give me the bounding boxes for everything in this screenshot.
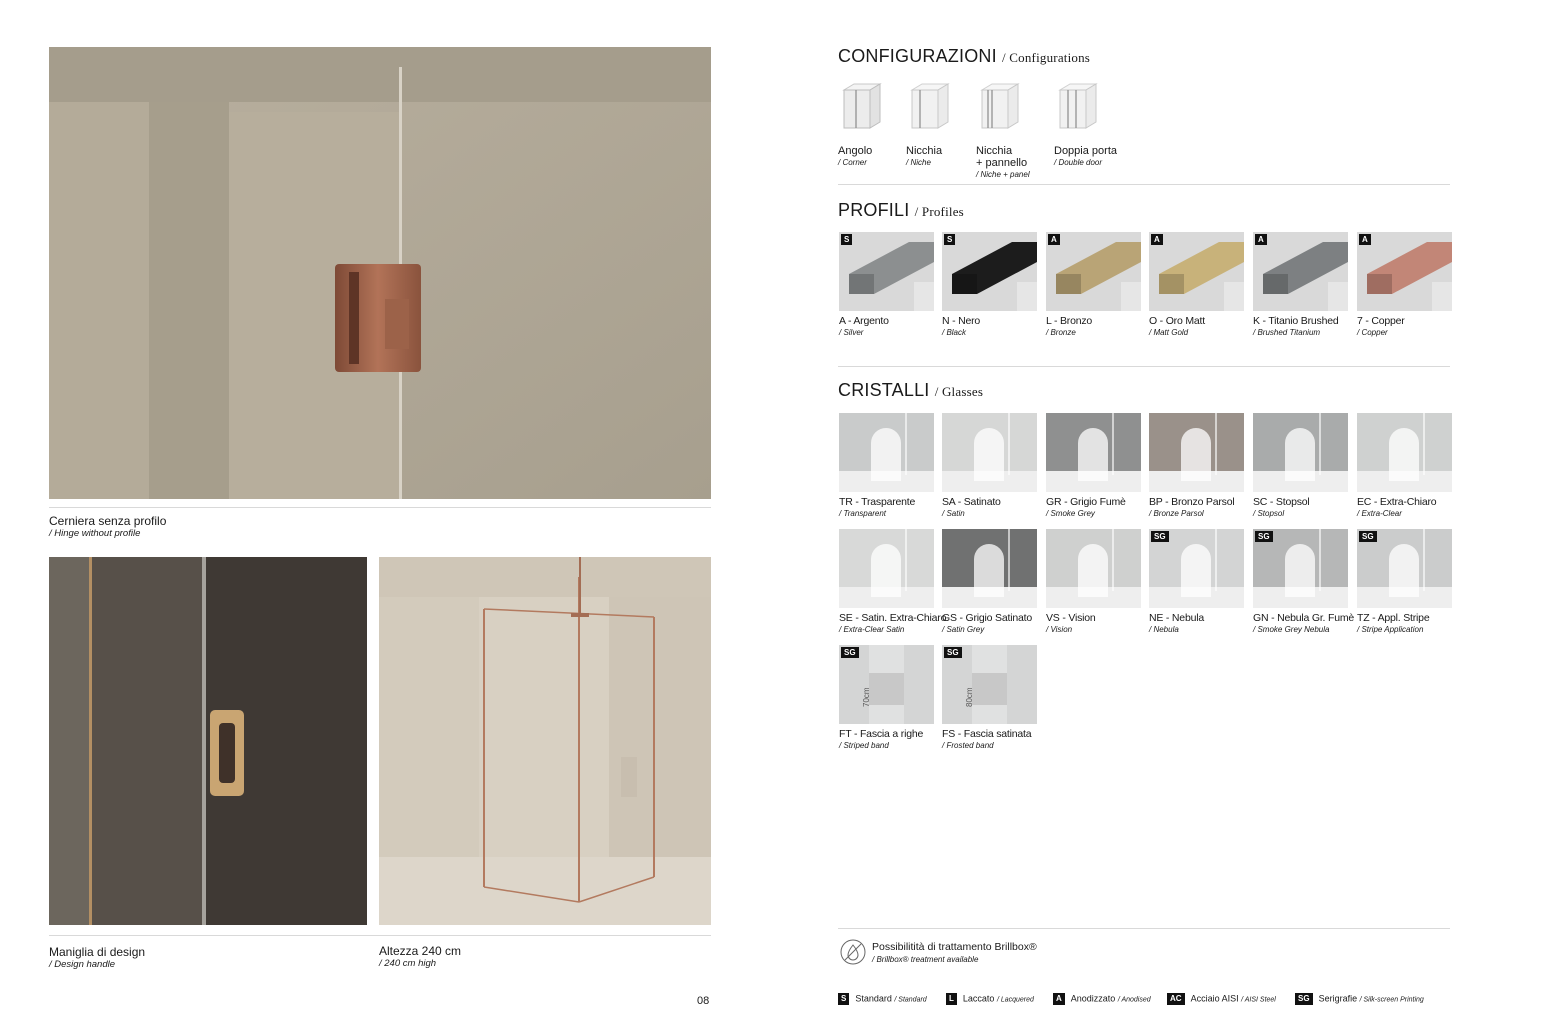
legend-lacquered	[946, 993, 1034, 1005]
glass-label: FT - Fascia a righe	[839, 728, 924, 740]
legend-aisi-steel-label-en: / AISI Steel	[1241, 996, 1276, 1004]
profile-bar-image	[1046, 232, 1141, 311]
profile-label-en: / Black	[942, 328, 967, 337]
config-double-door-label-en: / Double door	[1054, 158, 1103, 167]
glasses-title: CRISTALLI	[838, 380, 930, 400]
glass-label-en: / Smoke Grey	[1046, 509, 1095, 518]
glass-sample-image	[1046, 529, 1141, 608]
glass-swatch	[942, 529, 1037, 608]
profiles-heading	[838, 200, 964, 221]
configurations-title-en: / Configurations	[1002, 50, 1091, 65]
profile-label-en: / Bronze	[1046, 328, 1076, 337]
legend-anodised-badge: A	[1053, 993, 1065, 1005]
hinge-caption-title: Cerniera senza profilo	[49, 514, 167, 528]
height-caption	[379, 944, 461, 970]
profile-bar-image	[1357, 232, 1452, 311]
glass-label-en: / Vision	[1046, 625, 1073, 634]
glass-swatch	[839, 645, 934, 724]
glass-tile	[1357, 413, 1452, 519]
shower-photo	[379, 557, 711, 925]
legend-lacquered-label: Laccato	[962, 993, 995, 1004]
glass-tile	[1253, 529, 1355, 635]
glass-label-en: / Nebula	[1149, 625, 1179, 634]
legend-anodised-label: Anodizzato	[1070, 993, 1116, 1004]
profiles-rule	[838, 366, 1450, 367]
glass-sample-image	[839, 413, 934, 492]
legend-lacquered-label-en: / Lacquered	[996, 996, 1034, 1004]
legend-aisi-steel-label: Acciaio AISI	[1190, 993, 1239, 1004]
profile-tile	[1253, 232, 1348, 338]
profile-tile	[1357, 232, 1452, 338]
config-corner-label: Angolo	[838, 145, 873, 157]
glass-label: EC - Extra-Chiaro	[1357, 496, 1437, 508]
legend-standard-label: Standard	[855, 993, 892, 1004]
legend-aisi-steel	[1167, 993, 1276, 1005]
profile-label: K - Titanio Brushed	[1253, 315, 1339, 327]
profile-bar-image	[1149, 232, 1244, 311]
profiles-title: PROFILI	[838, 200, 910, 220]
glass-badge: SG	[1151, 531, 1169, 542]
profile-bar-image	[839, 232, 934, 311]
legend-anodised-label-en: / Anodised	[1117, 996, 1151, 1004]
handle-caption-subtitle: / Design handle	[49, 959, 116, 970]
profile-badge: A	[1255, 234, 1267, 245]
glass-label: GN - Nebula Gr. Fumè	[1253, 612, 1355, 624]
configurations-rule	[838, 184, 1450, 185]
profile-badge: A	[1151, 234, 1163, 245]
legend-silkscreen-badge: SG	[1295, 993, 1313, 1005]
glass-label: SE - Satin. Extra-Chiaro	[839, 612, 947, 624]
glass-tile	[1253, 413, 1348, 519]
glass-label-en: / Stripe Application	[1357, 625, 1424, 634]
profile-label: N - Nero	[942, 315, 981, 327]
glass-label-en: / Striped band	[839, 741, 889, 750]
profiles-title-en: / Profiles	[914, 204, 964, 219]
glass-label: SA - Satinato	[942, 496, 1001, 508]
handle-caption	[49, 945, 145, 971]
profile-bar-image	[942, 232, 1037, 311]
glass-label: GS - Grigio Satinato	[942, 612, 1032, 624]
glasses-title-en: / Glasses	[934, 384, 984, 399]
glass-label: VS - Vision	[1046, 612, 1096, 624]
bottom-caption-rule	[49, 935, 711, 936]
glass-tile	[942, 413, 1037, 519]
hinge-photo-image	[49, 47, 711, 499]
glass-sample-image	[839, 529, 934, 608]
brillbox-rule	[838, 928, 1450, 929]
handle-photo-image	[49, 557, 367, 925]
glass-swatch	[1149, 413, 1244, 492]
config-niche-panel	[976, 80, 1030, 180]
legend-standard-badge: S	[838, 993, 849, 1005]
glass-tile	[1046, 413, 1141, 519]
height-caption-subtitle: / 240 cm high	[379, 958, 437, 969]
glass-badge: SG	[841, 647, 859, 658]
profile-badge: S	[944, 234, 955, 245]
glass-swatch	[942, 413, 1037, 492]
hinge-photo	[49, 47, 711, 499]
glass-label-en: / Transparent	[839, 509, 886, 518]
glass-label: FS - Fascia satinata	[942, 728, 1032, 740]
glass-badge: SG	[1255, 531, 1273, 542]
profile-badge: A	[1359, 234, 1371, 245]
glass-label: GR - Grigio Fumè	[1046, 496, 1126, 508]
config-corner	[838, 80, 884, 168]
brillbox-icon	[840, 939, 866, 965]
niche-panel-config-icon	[978, 80, 1022, 130]
glass-swatch	[1253, 413, 1348, 492]
config-niche	[906, 80, 952, 168]
handle-photo	[49, 557, 367, 925]
config-double-door-label: Doppia porta	[1054, 145, 1117, 157]
legend-aisi-steel-badge: AC	[1167, 993, 1185, 1005]
glass-sample-image	[1149, 413, 1244, 492]
hinge-caption	[49, 514, 166, 540]
legend-silkscreen-label-en: / Silk-screen Printing	[1359, 996, 1424, 1004]
profile-badge: A	[1048, 234, 1060, 245]
glass-swatch	[1046, 413, 1141, 492]
profile-label: L - Bronzo	[1046, 315, 1093, 327]
glass-sample-image	[1357, 413, 1452, 492]
glass-label: SC - Stopsol	[1253, 496, 1310, 508]
glass-tile	[942, 529, 1037, 635]
profile-label: A - Argento	[839, 315, 889, 327]
height-caption-title: Altezza 240 cm	[379, 944, 462, 958]
glass-swatch	[1046, 529, 1141, 608]
profile-swatch	[1253, 232, 1348, 311]
profile-swatch	[1149, 232, 1244, 311]
config-double-door	[1054, 80, 1117, 168]
glass-swatch	[1357, 413, 1452, 492]
profile-label-en: / Silver	[839, 328, 864, 337]
legend-silkscreen-label: Serigrafie	[1318, 993, 1358, 1004]
brillbox-note	[838, 937, 1238, 971]
glass-swatch	[839, 529, 934, 608]
glass-tile	[1046, 529, 1141, 635]
brillbox-text: Possibilitità di trattamento Brillbox®	[872, 941, 1037, 953]
glass-badge: SG	[1359, 531, 1377, 542]
glass-sample-image	[942, 529, 1037, 608]
brillbox-text-en: / Brillbox® treatment available	[872, 955, 979, 964]
glass-swatch	[942, 645, 1037, 724]
profile-swatch	[1046, 232, 1141, 311]
glass-band-mark: 80cm	[965, 687, 974, 707]
profile-tile	[1149, 232, 1244, 338]
glass-tile	[839, 529, 947, 635]
glass-label-en: / Frosted band	[942, 741, 994, 750]
glass-label: BP - Bronzo Parsol	[1149, 496, 1235, 508]
config-niche-label-en: / Niche	[906, 158, 931, 167]
glass-swatch	[1149, 529, 1244, 608]
legend-silkscreen	[1295, 993, 1424, 1005]
double-door-config-icon	[1056, 80, 1100, 130]
profile-label-en: / Matt Gold	[1149, 328, 1189, 337]
glass-tile	[839, 413, 934, 519]
corner-config-icon	[840, 80, 884, 130]
glass-label-en: / Bronze Parsol	[1149, 509, 1204, 518]
glass-tile	[1149, 413, 1244, 519]
glass-band-mark: 70cm	[862, 687, 871, 707]
glass-sample-image	[1046, 413, 1141, 492]
profile-swatch	[942, 232, 1037, 311]
legend-standard	[838, 993, 927, 1005]
niche-config-icon	[908, 80, 952, 130]
hinge-caption-subtitle: / Hinge without profile	[49, 528, 141, 539]
glass-label-en: / Satin Grey	[942, 625, 985, 634]
configurations-title: CONFIGURAZIONI	[838, 46, 997, 66]
glass-label-en: / Extra-Clear Satin	[839, 625, 905, 634]
config-niche-panel-label-en: / Niche + panel	[976, 170, 1030, 179]
shower-photo-image	[379, 557, 711, 925]
legend-anodised	[1053, 993, 1151, 1005]
glass-tile	[942, 645, 1037, 751]
page-number: 08	[697, 995, 710, 1007]
legend-standard-label-en: / Standard	[894, 996, 927, 1004]
profile-label-en: / Copper	[1357, 328, 1388, 337]
configurations-heading	[838, 46, 1090, 67]
glass-tile	[839, 645, 934, 751]
glass-label: TZ - Appl. Stripe	[1357, 612, 1430, 624]
profile-tile	[1046, 232, 1141, 338]
glass-sample-image	[942, 413, 1037, 492]
glass-badge: SG	[944, 647, 962, 658]
profile-swatch	[839, 232, 934, 311]
glass-label-en: / Smoke Grey Nebula	[1253, 625, 1330, 634]
profile-label: 7 - Copper	[1357, 315, 1405, 327]
hinge-caption-rule	[49, 507, 711, 508]
profile-label: O - Oro Matt	[1149, 315, 1205, 327]
profile-label-en: / Brushed Titanium	[1253, 328, 1321, 337]
config-niche-label: Nicchia	[906, 145, 943, 157]
glass-sample-image	[1253, 413, 1348, 492]
glass-tile	[1357, 529, 1452, 635]
config-niche-panel-label: Nicchia + pannello	[976, 145, 1028, 169]
glass-label-en: / Satin	[942, 509, 965, 518]
glass-tile	[1149, 529, 1244, 635]
glass-label: NE - Nebula	[1149, 612, 1204, 624]
glass-swatch	[1357, 529, 1452, 608]
config-corner-label-en: / Corner	[838, 158, 867, 167]
glass-swatch	[839, 413, 934, 492]
profile-tile	[942, 232, 1037, 338]
profile-badge: S	[841, 234, 852, 245]
profile-bar-image	[1253, 232, 1348, 311]
profile-tile	[839, 232, 934, 338]
profile-swatch	[1357, 232, 1452, 311]
glasses-heading	[838, 380, 983, 401]
glass-label: TR - Trasparente	[839, 496, 916, 508]
glass-label-en: / Extra-Clear	[1357, 509, 1402, 518]
legend-lacquered-badge: L	[946, 993, 957, 1005]
glass-label-en: / Stopsol	[1253, 509, 1285, 518]
handle-caption-title: Maniglia di design	[49, 945, 146, 959]
glass-swatch	[1253, 529, 1348, 608]
